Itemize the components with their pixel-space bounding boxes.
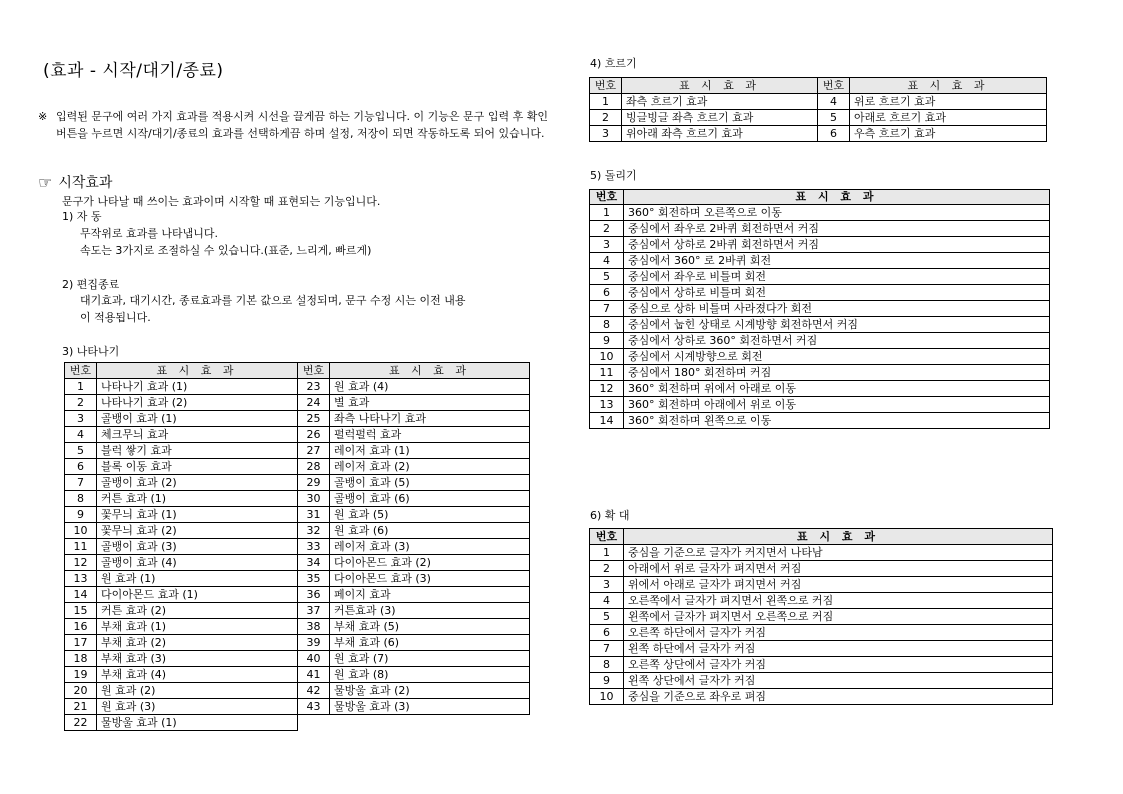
effect-name: 중심에서 눕힌 상태로 시계방향 회전하면서 커짐	[624, 317, 1050, 333]
table-row	[590, 673, 1053, 689]
auto-line-1: 무작위로 효과를 나타냅니다.	[80, 227, 219, 240]
start-section-heading	[38, 172, 112, 192]
row-number: 6	[65, 459, 97, 475]
effect-name: 위에서 아래로 글자가 펴지면서 커짐	[624, 577, 1053, 593]
effect-name: 중심에서 시계방향으로 회전	[624, 349, 1050, 365]
effect-name: 체크무늬 효과	[97, 427, 298, 443]
intro-note	[38, 108, 548, 142]
row-number: 8	[590, 317, 624, 333]
table-row	[298, 411, 530, 427]
row-number: 21	[65, 699, 97, 715]
table-row	[298, 475, 530, 491]
table-row	[298, 523, 530, 539]
table-row	[590, 110, 1047, 126]
table-row	[65, 715, 298, 731]
table-row	[65, 667, 298, 683]
table-row	[65, 651, 298, 667]
table-row	[298, 667, 530, 683]
table-row	[590, 221, 1050, 237]
row-number: 43	[298, 699, 330, 715]
row-number: 40	[298, 651, 330, 667]
effect-name: 원 효과 (8)	[330, 667, 530, 683]
effect-name: 물방울 효과 (1)	[97, 715, 298, 731]
effect-name: 중심을 기준으로 글자가 커지면서 나타남	[624, 545, 1053, 561]
effect-name: 중심에서 360° 로 2바퀴 회전	[624, 253, 1050, 269]
table-row	[298, 427, 530, 443]
row-number: 1	[590, 205, 624, 221]
effect-name: 원 효과 (4)	[330, 379, 530, 395]
effect-name: 부채 효과 (6)	[330, 635, 530, 651]
effect-name: 아래에서 위로 글자가 펴지면서 커짐	[624, 561, 1053, 577]
effect-name: 레이저 효과 (3)	[330, 539, 530, 555]
table-row	[590, 641, 1053, 657]
table-row	[590, 269, 1050, 285]
row-number: 5	[590, 269, 624, 285]
table-row	[590, 397, 1050, 413]
col-header-effect: 표 시 효 과	[330, 363, 530, 379]
flow-label: 4) 흐르기	[590, 57, 637, 70]
row-number: 15	[65, 603, 97, 619]
table-row	[590, 609, 1053, 625]
row-number: 32	[298, 523, 330, 539]
row-number: 28	[298, 459, 330, 475]
table-row	[298, 443, 530, 459]
col-header-num: 번호	[298, 363, 330, 379]
col-header-num: 번호	[65, 363, 97, 379]
row-number: 19	[65, 667, 97, 683]
row-number: 25	[298, 411, 330, 427]
table-row	[65, 459, 298, 475]
effect-name: 커튼 효과 (1)	[97, 491, 298, 507]
row-number: 4	[590, 593, 624, 609]
row-number: 6	[818, 126, 850, 142]
effect-name: 나타나기 효과 (1)	[97, 379, 298, 395]
effect-name: 부채 효과 (1)	[97, 619, 298, 635]
rotate-table	[589, 189, 1050, 429]
row-number: 14	[65, 587, 97, 603]
appear-label: 3) 나타나기	[62, 345, 120, 358]
effect-name: 꽃무늬 효과 (2)	[97, 523, 298, 539]
row-number: 2	[65, 395, 97, 411]
row-number: 3	[590, 126, 622, 142]
effect-name: 왼쪽에서 글자가 펴지면서 오른쪽으로 커짐	[624, 609, 1053, 625]
table-row	[590, 689, 1053, 705]
row-number: 5	[65, 443, 97, 459]
table-row	[590, 333, 1050, 349]
table-row	[298, 571, 530, 587]
effect-name: 중심에서 180° 회전하며 커짐	[624, 365, 1050, 381]
row-number: 8	[590, 657, 624, 673]
effect-name: 360° 회전하며 왼쪽으로 이동	[624, 413, 1050, 429]
effect-name: 좌측 흐르기 효과	[622, 94, 818, 110]
col-header-num: 번호	[590, 78, 622, 94]
table-row	[590, 561, 1053, 577]
effect-name: 중심으로 상하 비틀며 사라졌다가 회전	[624, 301, 1050, 317]
effect-name: 별 효과	[330, 395, 530, 411]
effect-name: 원 효과 (7)	[330, 651, 530, 667]
table-row	[65, 555, 298, 571]
row-number: 12	[65, 555, 97, 571]
table-row	[298, 603, 530, 619]
table-row	[298, 395, 530, 411]
row-number: 5	[818, 110, 850, 126]
row-number: 2	[590, 221, 624, 237]
row-number: 10	[65, 523, 97, 539]
effect-name: 오른쪽에서 글자가 펴지면서 왼쪽으로 커짐	[624, 593, 1053, 609]
row-number: 17	[65, 635, 97, 651]
table-row	[65, 395, 298, 411]
effect-name: 360° 회전하며 아래에서 위로 이동	[624, 397, 1050, 413]
table-row	[298, 635, 530, 651]
table-row	[590, 381, 1050, 397]
row-number: 6	[590, 625, 624, 641]
row-number: 18	[65, 651, 97, 667]
table-row	[298, 699, 530, 715]
table-row	[590, 365, 1050, 381]
table-row	[65, 603, 298, 619]
effect-name: 레이저 효과 (2)	[330, 459, 530, 475]
row-number: 5	[590, 609, 624, 625]
table-row	[590, 301, 1050, 317]
row-number: 27	[298, 443, 330, 459]
row-number: 2	[590, 561, 624, 577]
appear-table-left	[64, 362, 298, 731]
row-number: 4	[65, 427, 97, 443]
effect-name: 좌측 나타나기 효과	[330, 411, 530, 427]
effect-name: 블럭 쌓기 효과	[97, 443, 298, 459]
row-number: 30	[298, 491, 330, 507]
table-row	[590, 577, 1053, 593]
row-number: 34	[298, 555, 330, 571]
effect-name: 중심에서 좌우로 2바퀴 회전하면서 커짐	[624, 221, 1050, 237]
row-number: 38	[298, 619, 330, 635]
effect-name: 부채 효과 (2)	[97, 635, 298, 651]
table-row	[298, 619, 530, 635]
effect-name: 원 효과 (2)	[97, 683, 298, 699]
effect-name: 페이지 효과	[330, 587, 530, 603]
row-number: 13	[590, 397, 624, 413]
effect-name: 오른쪽 상단에서 글자가 커짐	[624, 657, 1053, 673]
row-number: 11	[590, 365, 624, 381]
table-row	[590, 285, 1050, 301]
row-number: 39	[298, 635, 330, 651]
page-title: (효과 - 시작/대기/종료)	[43, 61, 224, 81]
effect-name: 오른쪽 하단에서 글자가 커짐	[624, 625, 1053, 641]
effect-name: 커튼효과 (3)	[330, 603, 530, 619]
table-row	[590, 317, 1050, 333]
appear-table-right	[297, 362, 530, 715]
effect-name: 다이아몬드 효과 (3)	[330, 571, 530, 587]
row-number: 37	[298, 603, 330, 619]
row-number: 3	[65, 411, 97, 427]
effect-name: 블록 이동 효과	[97, 459, 298, 475]
effect-name: 펄럭펄럭 효과	[330, 427, 530, 443]
rotate-label: 5) 돌리기	[590, 169, 637, 182]
table-row	[298, 587, 530, 603]
row-number: 9	[590, 673, 624, 689]
table-row	[65, 683, 298, 699]
table-row	[65, 539, 298, 555]
effect-name: 다이아몬드 효과 (2)	[330, 555, 530, 571]
row-number: 9	[65, 507, 97, 523]
effect-name: 물방울 효과 (2)	[330, 683, 530, 699]
row-number: 3	[590, 237, 624, 253]
effect-name: 중심에서 상하로 360° 회전하면서 커짐	[624, 333, 1050, 349]
row-number: 20	[65, 683, 97, 699]
row-number: 10	[590, 349, 624, 365]
row-number: 6	[590, 285, 624, 301]
table-row	[65, 443, 298, 459]
effect-name: 왼쪽 상단에서 글자가 커짐	[624, 673, 1053, 689]
table-row	[590, 625, 1053, 641]
row-number: 29	[298, 475, 330, 491]
effect-name: 위아래 좌측 흐르기 효과	[622, 126, 818, 142]
auto-title: 1) 자 동	[62, 210, 102, 223]
row-number: 42	[298, 683, 330, 699]
effect-name: 중심에서 좌우로 비틀며 회전	[624, 269, 1050, 285]
table-row	[590, 253, 1050, 269]
effect-name: 위로 흐르기 효과	[850, 94, 1047, 110]
col-header-effect: 표 시 효 과	[624, 529, 1053, 545]
table-row	[65, 379, 298, 395]
col-header-effect: 표 시 효 과	[97, 363, 298, 379]
table-row	[590, 237, 1050, 253]
edit-line-2: 이 적용됩니다.	[80, 311, 151, 324]
table-row	[65, 427, 298, 443]
row-number: 10	[590, 689, 624, 705]
row-number: 1	[590, 545, 624, 561]
col-header-effect: 표 시 효 과	[624, 190, 1050, 205]
effect-name: 골뱅이 효과 (2)	[97, 475, 298, 491]
row-number: 13	[65, 571, 97, 587]
table-row	[65, 411, 298, 427]
row-number: 1	[590, 94, 622, 110]
intro-text: 입력된 문구에 여러 가지 효과를 적용시켜 시선을 끌게끔 하는 기능입니다. 이 기능은 문구 입력 후 확인 버튼을 누르면 시작/대기/종료의 효과를 선택하게끔 하며 설정, 저장이 되면 작동하도록 되어 있습니다.	[56, 110, 548, 140]
table-row	[590, 413, 1050, 429]
table-row	[298, 683, 530, 699]
effect-name: 원 효과 (3)	[97, 699, 298, 715]
effect-name: 빙글빙글 좌측 흐르기 효과	[622, 110, 818, 126]
effect-name: 부채 효과 (3)	[97, 651, 298, 667]
row-number: 24	[298, 395, 330, 411]
table-row	[298, 459, 530, 475]
zoom-label: 6) 확 대	[590, 509, 630, 522]
table-row	[65, 699, 298, 715]
table-row	[65, 523, 298, 539]
table-row	[590, 94, 1047, 110]
table-row	[298, 651, 530, 667]
row-number: 14	[590, 413, 624, 429]
flow-table	[589, 77, 1047, 142]
table-row	[65, 587, 298, 603]
row-number: 3	[590, 577, 624, 593]
effect-name: 아래로 흐르기 효과	[850, 110, 1047, 126]
effect-name: 360° 회전하며 위에서 아래로 이동	[624, 381, 1050, 397]
col-header-num: 번호	[818, 78, 850, 94]
effect-name: 중심을 기준으로 좌우로 펴짐	[624, 689, 1053, 705]
table-row	[65, 635, 298, 651]
table-row	[298, 507, 530, 523]
row-number: 1	[65, 379, 97, 395]
effect-name: 골뱅이 효과 (4)	[97, 555, 298, 571]
table-row	[590, 657, 1053, 673]
effect-name: 커튼 효과 (2)	[97, 603, 298, 619]
effect-name: 중심에서 상하로 비틀며 회전	[624, 285, 1050, 301]
table-row	[65, 571, 298, 587]
row-number: 16	[65, 619, 97, 635]
effect-name: 레이저 효과 (1)	[330, 443, 530, 459]
row-number: 8	[65, 491, 97, 507]
row-number: 12	[590, 381, 624, 397]
effect-name: 360° 회전하며 오른쪽으로 이동	[624, 205, 1050, 221]
row-number: 36	[298, 587, 330, 603]
col-header-num: 번호	[590, 190, 624, 205]
table-row	[65, 491, 298, 507]
effect-name: 부채 효과 (4)	[97, 667, 298, 683]
row-number: 31	[298, 507, 330, 523]
col-header-num: 번호	[590, 529, 624, 545]
row-number: 7	[590, 641, 624, 657]
note-mark: ※	[38, 110, 48, 123]
auto-line-2: 속도는 3가지로 조절하실 수 있습니다.(표준, 느리게, 빠르게)	[80, 244, 372, 257]
effect-name: 골뱅이 효과 (5)	[330, 475, 530, 491]
effect-name: 다이아몬드 효과 (1)	[97, 587, 298, 603]
row-number: 23	[298, 379, 330, 395]
table-row	[590, 545, 1053, 561]
row-number: 7	[65, 475, 97, 491]
row-number: 41	[298, 667, 330, 683]
effect-name: 우측 흐르기 효과	[850, 126, 1047, 142]
table-row	[298, 491, 530, 507]
effect-name: 골뱅이 효과 (3)	[97, 539, 298, 555]
effect-name: 부채 효과 (5)	[330, 619, 530, 635]
table-row	[65, 507, 298, 523]
effect-name: 원 효과 (6)	[330, 523, 530, 539]
pointing-hand-icon: ☞	[38, 172, 53, 192]
table-row	[590, 126, 1047, 142]
table-row	[590, 593, 1053, 609]
row-number: 33	[298, 539, 330, 555]
row-number: 11	[65, 539, 97, 555]
row-number: 9	[590, 333, 624, 349]
effect-name: 원 효과 (5)	[330, 507, 530, 523]
col-header-effect: 표 시 효 과	[622, 78, 818, 94]
effect-name: 나타나기 효과 (2)	[97, 395, 298, 411]
row-number: 4	[818, 94, 850, 110]
start-desc: 문구가 나타날 때 쓰이는 효과이며 시작할 때 표현되는 기능입니다.	[62, 195, 381, 208]
edit-line-1: 대기효과, 대기시간, 종료효과를 기본 값으로 설정되며, 문구 수정 시는 이전 내용	[80, 294, 466, 307]
row-number: 4	[590, 253, 624, 269]
table-row	[590, 349, 1050, 365]
table-row	[298, 379, 530, 395]
row-number: 2	[590, 110, 622, 126]
effect-name: 물방울 효과 (3)	[330, 699, 530, 715]
row-number: 22	[65, 715, 97, 731]
edit-title: 2) 편집종료	[62, 278, 120, 291]
effect-name: 중심에서 상하로 2바퀴 회전하면서 커짐	[624, 237, 1050, 253]
row-number: 7	[590, 301, 624, 317]
table-row	[590, 205, 1050, 221]
start-heading-text: 시작효과	[58, 175, 113, 191]
col-header-effect: 표 시 효 과	[850, 78, 1047, 94]
effect-name: 골뱅이 효과 (1)	[97, 411, 298, 427]
table-row	[65, 619, 298, 635]
row-number: 35	[298, 571, 330, 587]
table-row	[298, 555, 530, 571]
effect-name: 왼쪽 하단에서 글자가 커짐	[624, 641, 1053, 657]
row-number: 26	[298, 427, 330, 443]
zoom-table	[589, 528, 1053, 705]
effect-name: 꽃무늬 효과 (1)	[97, 507, 298, 523]
table-row	[298, 539, 530, 555]
effect-name: 골뱅이 효과 (6)	[330, 491, 530, 507]
effect-name: 원 효과 (1)	[97, 571, 298, 587]
table-row	[65, 475, 298, 491]
